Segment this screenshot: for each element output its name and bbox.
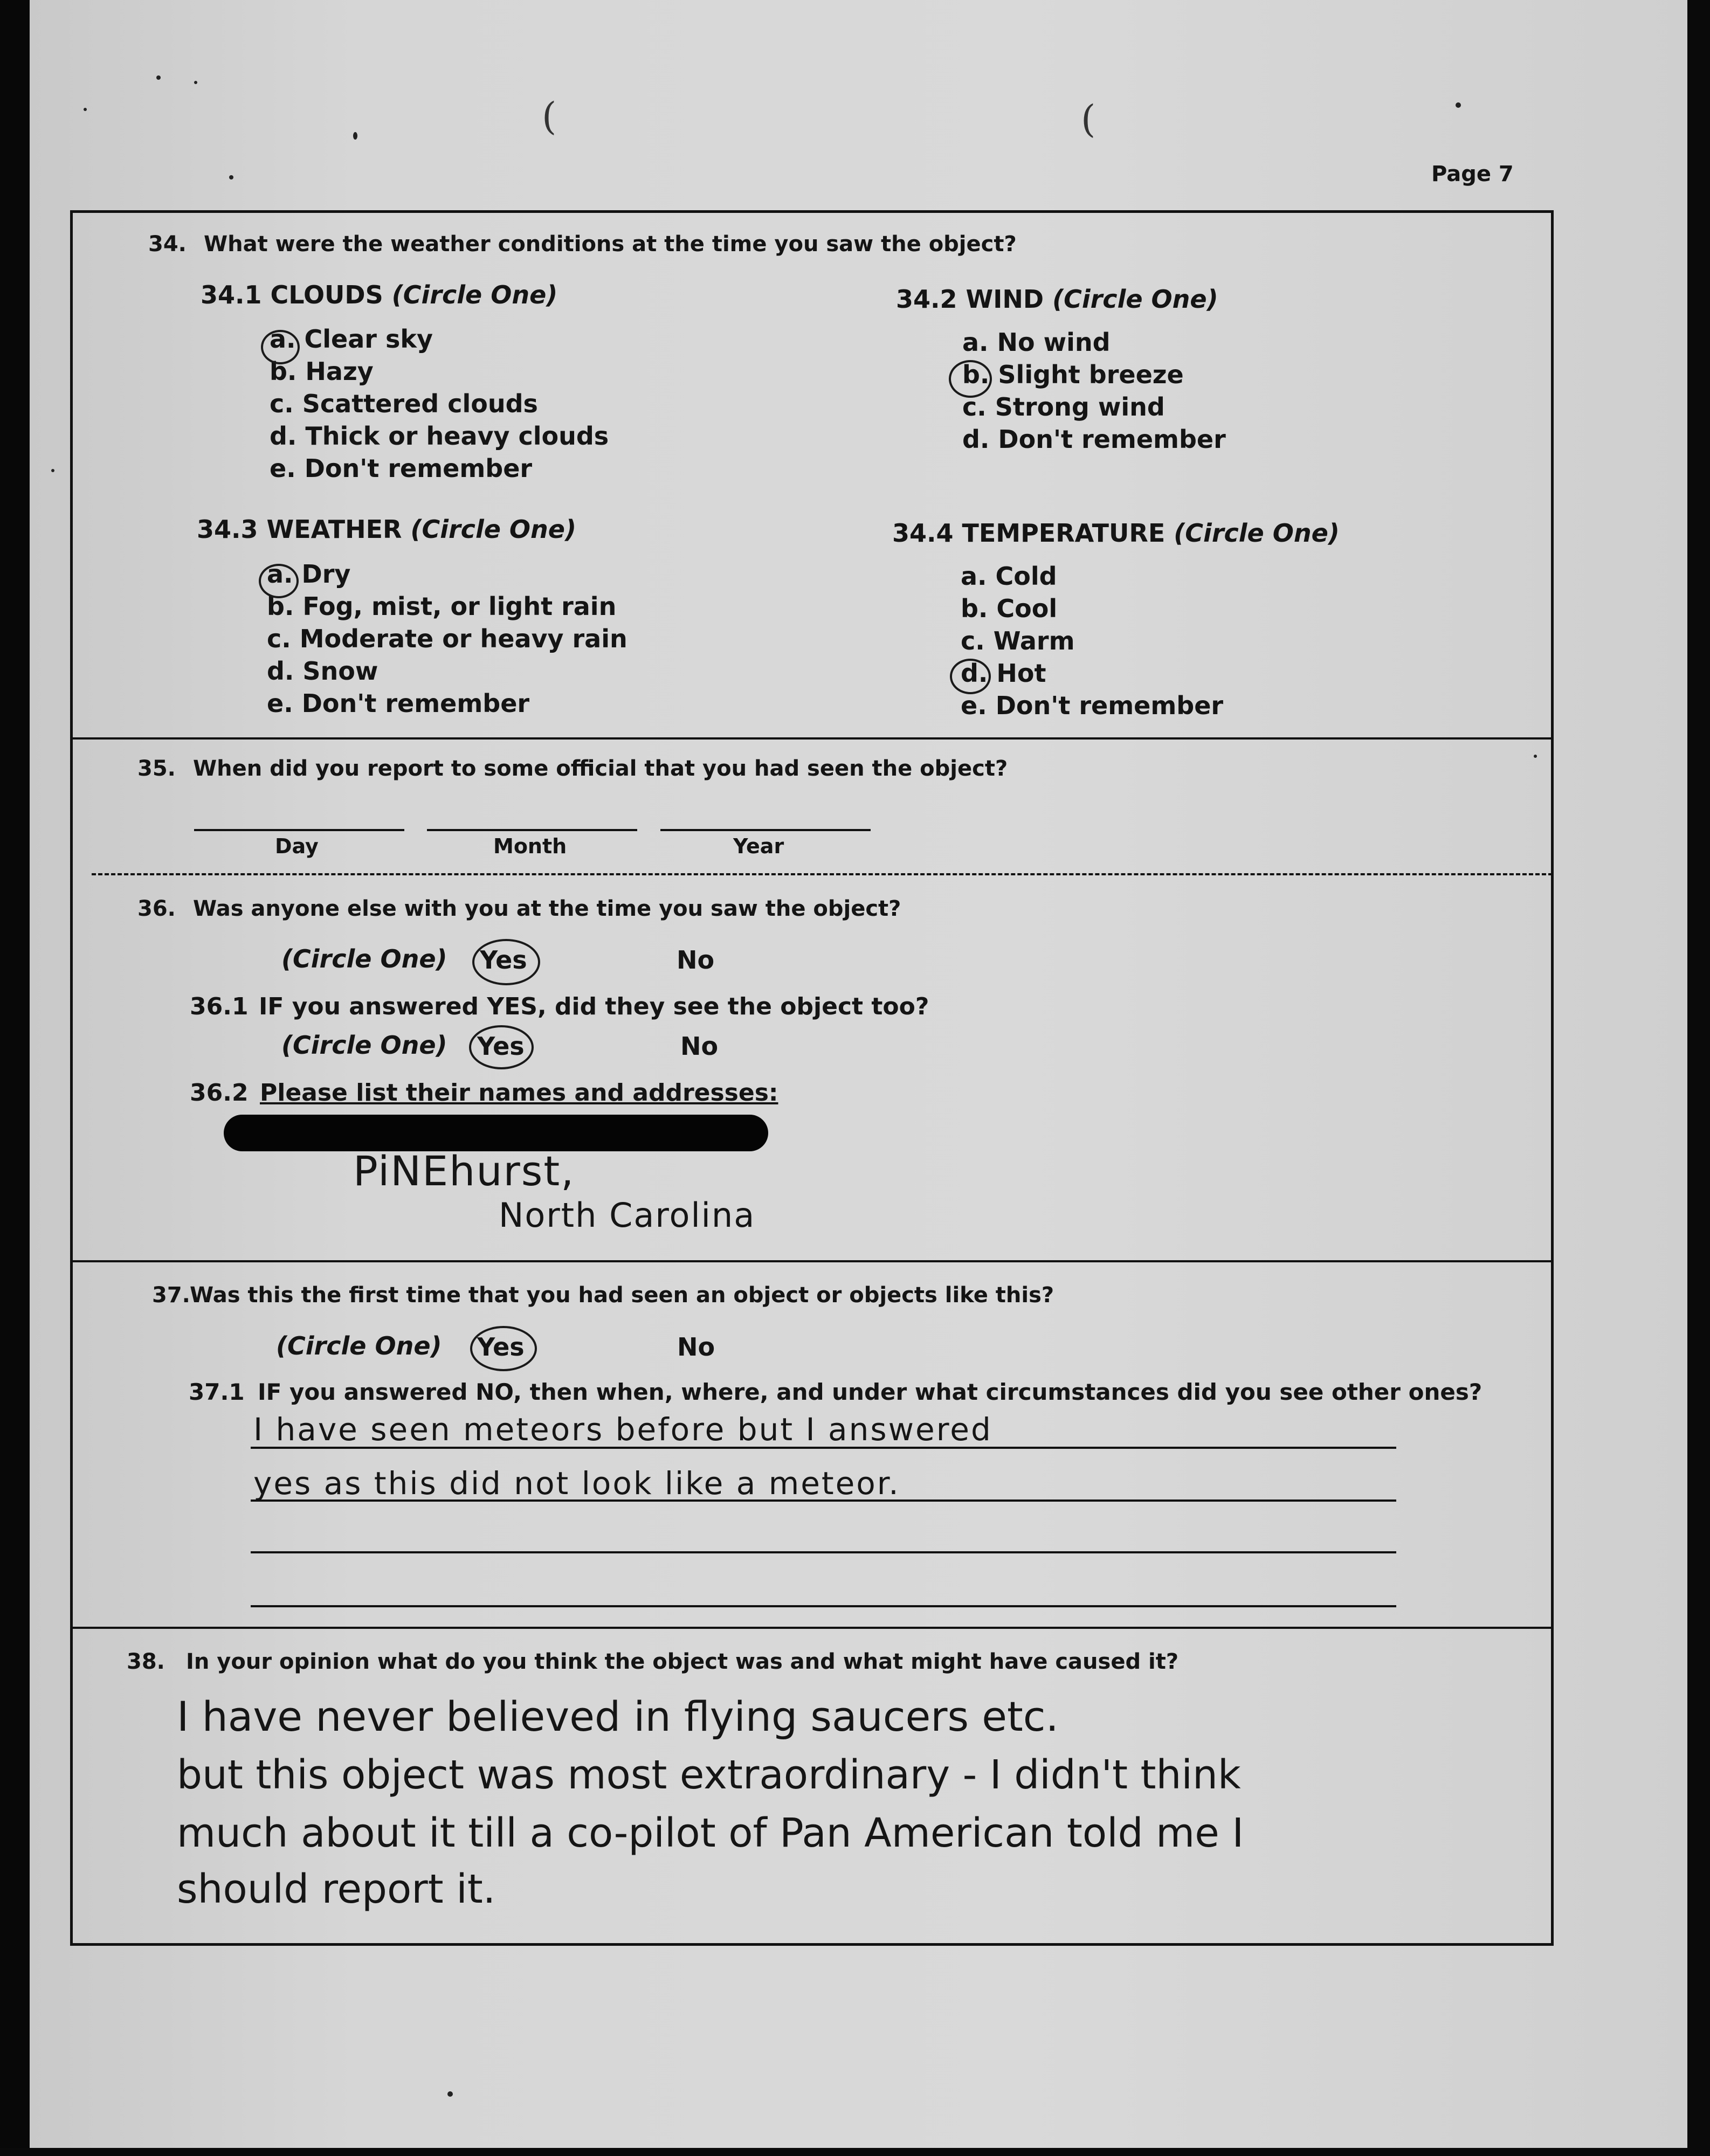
q37-yes-option[interactable]: Yes bbox=[477, 1332, 525, 1362]
q34-2-heading: 34.2 WIND (Circle One) bbox=[896, 285, 1218, 314]
answer-line[interactable] bbox=[251, 1499, 1396, 1502]
section-divider bbox=[92, 873, 1553, 875]
month-label: Month bbox=[493, 834, 567, 858]
q38-number: 38. bbox=[127, 1649, 165, 1674]
q37-1-question: IF you answered NO, then when, where, and under what circumstances did you see other ones? bbox=[258, 1379, 1483, 1405]
year-field[interactable] bbox=[660, 829, 871, 831]
scan-speck bbox=[229, 175, 233, 179]
q34-3-heading: 34.3 WEATHER (Circle One) bbox=[197, 515, 576, 544]
temperature-option-a[interactable]: a. Cold bbox=[961, 562, 1057, 591]
q35-number: 35. bbox=[137, 756, 176, 781]
wind-option-b[interactable]: b. Slight breeze bbox=[962, 360, 1184, 389]
temperature-option-e[interactable]: e. Don't remember bbox=[961, 691, 1224, 720]
weather-option-b[interactable]: b. Fog, mist, or light rain bbox=[267, 592, 617, 621]
q36-1-no-option[interactable]: No bbox=[680, 1032, 719, 1061]
weather-option-a[interactable]: a. Dry bbox=[267, 559, 351, 589]
q34-number: 34. bbox=[148, 232, 187, 257]
scan-right-border bbox=[1687, 0, 1710, 2156]
scan-left-border bbox=[0, 0, 30, 2156]
wind-option-a[interactable]: a. No wind bbox=[962, 328, 1111, 357]
q34-1-heading: 34.1 CLOUDS (Circle One) bbox=[201, 280, 558, 309]
stray-mark: ( bbox=[542, 94, 557, 139]
q37-yes-circle bbox=[470, 1326, 537, 1371]
q37-instruction: (Circle One) bbox=[276, 1331, 442, 1360]
wind-option-d[interactable]: d. Don't remember bbox=[962, 425, 1226, 454]
weather-option-e[interactable]: e. Don't remember bbox=[267, 689, 530, 718]
wind-option-c[interactable]: c. Strong wind bbox=[962, 392, 1165, 421]
page-number: Page 7 bbox=[1431, 162, 1514, 186]
q37-number: 37. bbox=[152, 1283, 190, 1308]
scan-speck bbox=[1456, 102, 1461, 108]
q36-1-number: 36.1 bbox=[190, 993, 249, 1020]
clouds-option-a[interactable]: a. Clear sky bbox=[270, 324, 433, 354]
q36-yes-option[interactable]: Yes bbox=[480, 945, 527, 975]
q37-1-number: 37.1 bbox=[189, 1379, 245, 1405]
temperature-selection-circle bbox=[950, 659, 991, 694]
q34-4-heading: 34.4 TEMPERATURE (Circle One) bbox=[892, 519, 1340, 548]
scan-speck bbox=[353, 132, 357, 140]
wind-selection-circle bbox=[949, 360, 992, 398]
q36-1-question: IF you answered YES, did they see the object too? bbox=[259, 993, 929, 1020]
q36-instruction: (Circle One) bbox=[281, 944, 447, 973]
weather-selection-circle bbox=[259, 564, 299, 598]
scan-speck bbox=[194, 81, 197, 84]
section-divider bbox=[70, 1627, 1554, 1629]
month-field[interactable] bbox=[427, 829, 637, 831]
section-divider bbox=[70, 737, 1554, 740]
scan-speck bbox=[51, 469, 54, 472]
q38-handwritten-line-2: but this object was most extraordinary - I didn't think bbox=[177, 1752, 1241, 1798]
temperature-option-c[interactable]: c. Warm bbox=[961, 626, 1075, 655]
q38-handwritten-line-3: much about it till a co-pilot of Pan American told me I bbox=[177, 1810, 1244, 1856]
scan-speck bbox=[84, 108, 87, 111]
handwritten-city: PiNEhurst, bbox=[353, 1147, 575, 1195]
q37-question: Was this the first time that you had seen an object or objects like this? bbox=[190, 1283, 1054, 1308]
q36-1-yes-circle bbox=[469, 1025, 534, 1069]
scan-bottom-border bbox=[0, 2148, 1710, 2156]
clouds-selection-circle bbox=[261, 330, 300, 364]
q38-handwritten-line-1: I have never believed in flying saucers etc. bbox=[177, 1692, 1059, 1740]
day-label: Day bbox=[275, 834, 319, 858]
q36-no-option[interactable]: No bbox=[677, 945, 715, 975]
q37-handwritten-line-1: I have seen meteors before but I answered bbox=[253, 1411, 992, 1448]
clouds-option-c[interactable]: c. Scattered clouds bbox=[270, 389, 538, 418]
redaction-bar bbox=[224, 1115, 768, 1151]
year-label: Year bbox=[733, 834, 784, 858]
q38-handwritten-line-4: should report it. bbox=[177, 1866, 496, 1912]
temperature-option-b[interactable]: b. Cool bbox=[961, 594, 1058, 623]
answer-line[interactable] bbox=[251, 1447, 1396, 1449]
q36-1-yes-option[interactable]: Yes bbox=[477, 1032, 525, 1061]
q36-yes-circle bbox=[472, 939, 540, 985]
answer-line[interactable] bbox=[251, 1551, 1396, 1553]
q36-1-instruction: (Circle One) bbox=[281, 1031, 447, 1060]
scan-speck bbox=[447, 2091, 453, 2097]
section-divider bbox=[70, 1260, 1554, 1262]
clouds-option-d[interactable]: d. Thick or heavy clouds bbox=[270, 421, 609, 451]
scan-speck bbox=[156, 75, 161, 80]
q36-2-question: Please list their names and addresses: bbox=[260, 1079, 778, 1107]
answer-line[interactable] bbox=[251, 1605, 1396, 1607]
weather-option-d[interactable]: d. Snow bbox=[267, 657, 378, 686]
q37-handwritten-line-2: yes as this did not look like a meteor. bbox=[253, 1465, 900, 1502]
q36-question: Was anyone else with you at the time you saw the object? bbox=[193, 896, 901, 921]
clouds-option-b[interactable]: b. Hazy bbox=[270, 357, 374, 386]
q35-question: When did you report to some official that you had seen the object? bbox=[193, 756, 1008, 781]
temperature-option-d[interactable]: d. Hot bbox=[961, 659, 1046, 688]
q36-number: 36. bbox=[137, 896, 176, 921]
weather-option-c[interactable]: c. Moderate or heavy rain bbox=[267, 624, 628, 653]
q34-question: What were the weather conditions at the time you saw the object? bbox=[204, 232, 1017, 257]
day-field[interactable] bbox=[194, 829, 404, 831]
q37-no-option[interactable]: No bbox=[677, 1332, 715, 1362]
q36-2-number: 36.2 bbox=[190, 1079, 249, 1107]
stray-mark: ( bbox=[1081, 97, 1096, 141]
clouds-option-e[interactable]: e. Don't remember bbox=[270, 454, 533, 483]
handwritten-state: North Carolina bbox=[499, 1196, 756, 1235]
q38-question: In your opinion what do you think the object was and what might have caused it? bbox=[186, 1649, 1179, 1674]
